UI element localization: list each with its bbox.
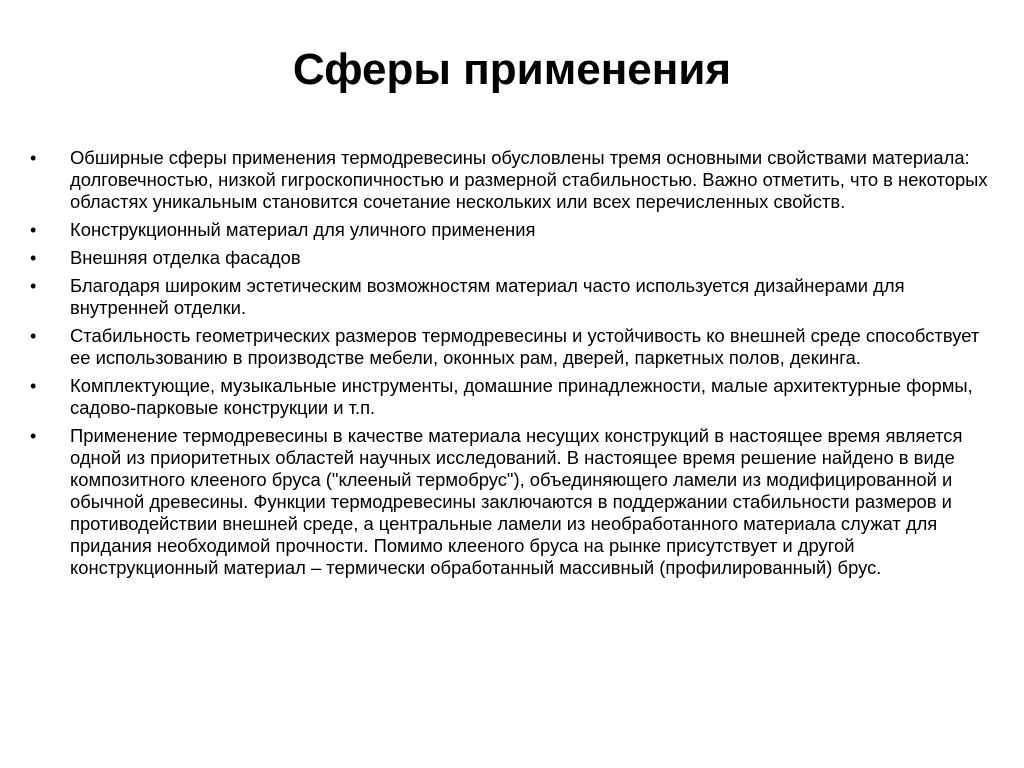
bullet-text: Благодаря широким эстетическим возможностям материал часто используется дизайнерами для внутренней отделки. bbox=[70, 275, 905, 318]
bullet-icon: • bbox=[30, 376, 37, 396]
bullet-item bbox=[30, 219, 990, 241]
bullet-item bbox=[30, 325, 990, 369]
bullet-item bbox=[30, 375, 990, 419]
bullet-item bbox=[30, 275, 990, 319]
bullet-text: Обширные сферы применения термодревесины обусловлены тремя основными свойствами материала: долговечностью, низкой гигроскопичностью и размерной стабильностью. Важно отметить, что в некоторых областях уникальным становится сочетание нескольких или всех перечисленных свойств. bbox=[70, 147, 988, 212]
bullet-list bbox=[30, 147, 990, 585]
bullet-text: Внешняя отделка фасадов bbox=[70, 247, 301, 268]
bullet-item bbox=[30, 147, 990, 213]
bullet-icon: • bbox=[30, 248, 37, 268]
bullet-icon: • bbox=[30, 148, 37, 168]
bullet-icon: • bbox=[30, 426, 37, 446]
bullet-item bbox=[30, 247, 990, 269]
bullet-icon: • bbox=[30, 220, 37, 240]
bullet-item bbox=[30, 425, 990, 579]
bullet-text: Применение термодревесины в качестве материала несущих конструкций в настоящее время является одной из приоритетных областей научных исследований. В настоящее время решение найдено в виде композитного клееного бруса ("клееный термобрус"), объединяющего ламели из модифицированной и обычной древесины. Функции термодревесины заключаются в поддержании стабильности размеров и противодействии внешней среде, а центральные ламели из необработанного материала служат для придания необходимой прочности. Помимо клееного бруса на рынке присутствует и другой конструкционный материал – термически обработанный массивный (профилированный) брус. bbox=[70, 425, 963, 578]
slide-title: Сферы применения bbox=[292, 45, 732, 94]
bullet-icon: • bbox=[30, 326, 37, 346]
bullet-text: Стабильность геометрических размеров термодревесины и устойчивость ко внешней среде способствует ее использованию в производстве мебели, оконных рам, дверей, паркетных полов, декинга. bbox=[70, 325, 980, 368]
bullet-text: Комплектующие, музыкальные инструменты, домашние принадлежности, малые архитектурные формы, садово-парковые конструкции и т.п. bbox=[70, 375, 973, 418]
bullet-text: Конструкционный материал для уличного применения bbox=[70, 219, 536, 240]
bullet-icon: • bbox=[30, 276, 37, 296]
